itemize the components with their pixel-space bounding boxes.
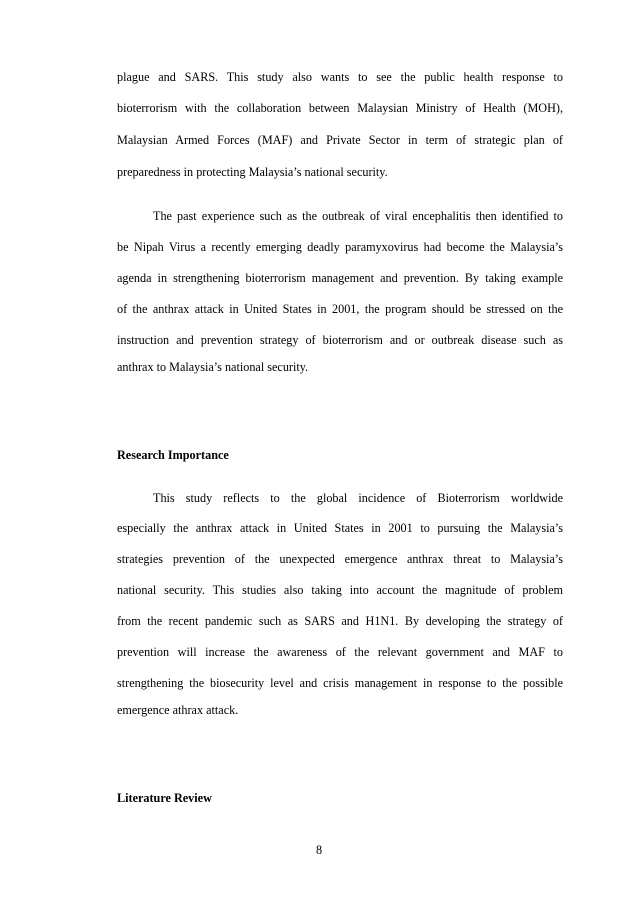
page-number: 8 bbox=[315, 843, 323, 857]
paragraph3-line-7: strengthening the biosecurity level and crisis management in response to the possible bbox=[117, 676, 563, 690]
paragraph2-line-4: of the anthrax attack in United States in 2001, the program should be stressed on the bbox=[117, 302, 563, 316]
paragraph2-line-1: The past experience such as the outbreak of viral encephalitis then identified to bbox=[153, 209, 563, 223]
paragraph3-line-4: national security. This studies also taking into account the magnitude of problem bbox=[117, 583, 563, 597]
paragraph3-line-5: from the recent pandemic such as SARS and H1N1. By developing the strategy of bbox=[117, 614, 563, 628]
paragraph3-line-2: especially the anthrax attack in United States in 2001 to pursuing the Malaysia’s bbox=[117, 521, 563, 535]
paragraph2-line-5: instruction and prevention strategy of bioterrorism and or outbreak disease such as bbox=[117, 333, 563, 347]
paragraph1-line-4: preparedness in protecting Malaysia’s national security. bbox=[117, 165, 388, 179]
paragraph3-line-3: strategies prevention of the unexpected emergence anthrax threat to Malaysia’s bbox=[117, 552, 563, 566]
paragraph2-line-2: be Nipah Virus a recently emerging deadly paramyxovirus had become the Malaysia’s bbox=[117, 240, 563, 254]
paragraph1-line-1: plague and SARS. This study also wants to see the public health response to bbox=[117, 70, 563, 84]
paragraph1-line-2: bioterrorism with the collaboration between Malaysian Ministry of Health (MOH), bbox=[117, 101, 563, 115]
paragraph3-line-1: This study reflects to the global incidence of Bioterrorism worldwide bbox=[153, 491, 563, 505]
paragraph3-line-8: emergence athrax attack. bbox=[117, 703, 239, 717]
paragraph1-line-3: Malaysian Armed Forces (MAF) and Private Sector in term of strategic plan of bbox=[117, 133, 563, 147]
paragraph2-line-3: agenda in strengthening bioterrorism management and prevention. By taking example bbox=[117, 271, 563, 285]
heading-literature-review: Literature Review bbox=[117, 791, 212, 805]
paragraph2-line-6: anthrax to Malaysia’s national security. bbox=[117, 360, 309, 374]
paragraph3-line-6: prevention will increase the awareness of the relevant government and MAF to bbox=[117, 645, 563, 659]
heading-research-importance: Research Importance bbox=[117, 448, 229, 462]
